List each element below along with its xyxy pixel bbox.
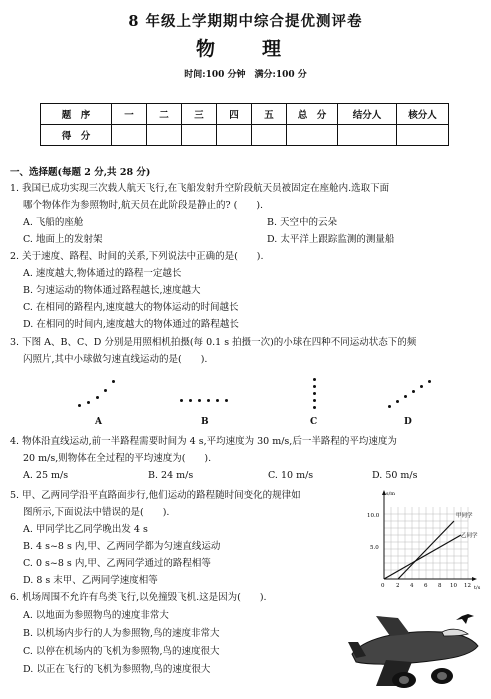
q5-option-c: C. 0 s~8 s 内,甲、乙两同学通过的路程相等 [23, 558, 211, 569]
subject-title: 物 理 [195, 38, 295, 60]
q3-label-a: A [95, 417, 102, 427]
score-cell: 题 序 [41, 104, 112, 125]
q1-option-b: B. 天空中的云朵 [267, 217, 338, 228]
q1-option-d: D. 太平洋上跟踪监测的测量船 [267, 234, 395, 245]
q5-graph-xtick: 4 [410, 583, 414, 589]
q5-graph-series-jia: 甲同学 [456, 513, 473, 519]
q4-option-b: B. 24 m/s [148, 470, 194, 481]
q5-graph-xtick: 12 [464, 583, 471, 589]
q4-option-c: C. 10 m/s [268, 470, 314, 481]
q6-option-b: B. 以机场内步行的人为参照物,鸟的速度非常大 [23, 628, 220, 639]
score-input-cell [252, 125, 287, 146]
q5-graph-xtick: 0 [381, 583, 385, 589]
q5-graph-xtick: 6 [424, 583, 428, 589]
score-cell: 三 [182, 104, 217, 125]
q6-option-d: D. 以正在飞行的飞机为参照物,鸟的速度很大 [23, 664, 211, 675]
score-input-cell [182, 125, 217, 146]
q5-st-graph [362, 487, 488, 591]
q3-stem-line1: 3. 下图 A、B、C、D 分别是用照相机拍摄(每 0.1 s 拍摄一次)的小球在四种不同运动状态下的频 [10, 337, 417, 348]
q5-option-d: D. 8 s 末甲、乙两同学速度相等 [23, 575, 158, 586]
q2-option-a: A. 速度越大,物体通过的路程一定越长 [23, 268, 182, 279]
q1-option-c: C. 地面上的发射架 [23, 234, 103, 245]
q5-graph-ytick: 5.0 [370, 545, 379, 551]
q1-stem-line2: 哪个物体作为参照物时,航天员在此阶段是静止的? ( ). [23, 200, 264, 211]
q5-graph-xtick: 10 [450, 583, 457, 589]
q3-label-b: B [201, 417, 209, 427]
q4-stem-line2: 20 m/s,则物体在全过程的平均速度为( ). [23, 453, 212, 464]
q5-option-a: A. 甲同学比乙同学晚出发 4 s [23, 524, 148, 535]
score-cell: 核分人 [397, 104, 449, 125]
score-table-score-row [41, 125, 449, 146]
q2-stem: 2. 关于速度、路程、时间的关系,下列说法中正确的是( ). [10, 251, 264, 262]
q5-graph-series-yi: 乙同学 [461, 533, 478, 539]
q1-option-a: A. 飞船的座舱 [23, 217, 84, 228]
q4-option-d: D. 50 m/s [372, 470, 418, 481]
score-cell: 五 [252, 104, 287, 125]
exam-meta: 时间:100 分钟 满分:100 分 [184, 70, 307, 80]
q2-option-c: C. 在相同的路程内,速度越大的物体运动的时间越长 [23, 302, 239, 313]
q5-stem-line2: 图所示,下面说法中错误的是( ). [23, 507, 170, 518]
q3-label-c: C [310, 417, 318, 427]
q3-label-d: D [404, 417, 412, 427]
exam-title: 8 年级上学期期中综合提优测评卷 [128, 13, 363, 30]
q6-option-a: A. 以地面为参照物鸟的速度非常大 [23, 610, 169, 621]
score-cell: 一 [112, 104, 147, 125]
q6-stem: 6. 机场周围不允许有鸟类飞行,以免撞毁飞机.这是因为( ). [10, 592, 267, 603]
q6-option-c: C. 以停在机场内的飞机为参照物,鸟的速度很大 [23, 646, 220, 657]
q5-graph-xtick: 8 [438, 583, 442, 589]
score-cell: 总 分 [287, 104, 338, 125]
q3-stem-line2: 闪照片,其中小球做匀速直线运动的是( ). [23, 354, 208, 365]
score-cell: 四 [217, 104, 252, 125]
score-input-cell [147, 125, 182, 146]
q5-graph-ytick: 10.0 [367, 513, 380, 519]
q4-stem-line1: 4. 物体沿直线运动,前一半路程需要时间为 4 s,平均速度为 30 m/s,后一半路程的平均速度为 [10, 436, 397, 447]
q2-option-d: D. 在相同的时间内,速度越大的物体通过的路程越长 [23, 319, 239, 330]
q5-graph-xlabel: t/s [474, 585, 481, 591]
q5-stem-line1: 5. 甲、乙两同学沿平直路面步行,他们运动的路程随时间变化的规律如 [10, 490, 301, 501]
q5-option-b: B. 4 s~8 s 内,甲、乙两同学都为匀速直线运动 [23, 541, 221, 552]
q5-graph-xtick: 2 [396, 583, 400, 589]
q5-graph-ylabel: s/m [386, 491, 395, 497]
q1-stem-line1: 1. 我国已成功实现三次载人航天飞行,在飞船发射升空阶段航天员被固定在座舱内.选取下面 [10, 183, 390, 194]
score-input-cell [338, 125, 397, 146]
q4-option-a: A. 25 m/s [23, 470, 69, 481]
section-heading: 一、选择题(每题 2 分,共 28 分) [10, 167, 151, 178]
score-cell: 结分人 [338, 104, 397, 125]
score-table [40, 103, 449, 146]
score-table-header-row [41, 104, 449, 125]
score-input-cell [287, 125, 338, 146]
score-input-cell [217, 125, 252, 146]
score-cell: 得 分 [41, 125, 112, 146]
q2-option-b: B. 匀速运动的物体通过路程越长,速度越大 [23, 285, 201, 296]
score-input-cell [397, 125, 449, 146]
airplane-bird-illustration [346, 606, 488, 696]
score-input-cell [112, 125, 147, 146]
score-cell: 二 [147, 104, 182, 125]
